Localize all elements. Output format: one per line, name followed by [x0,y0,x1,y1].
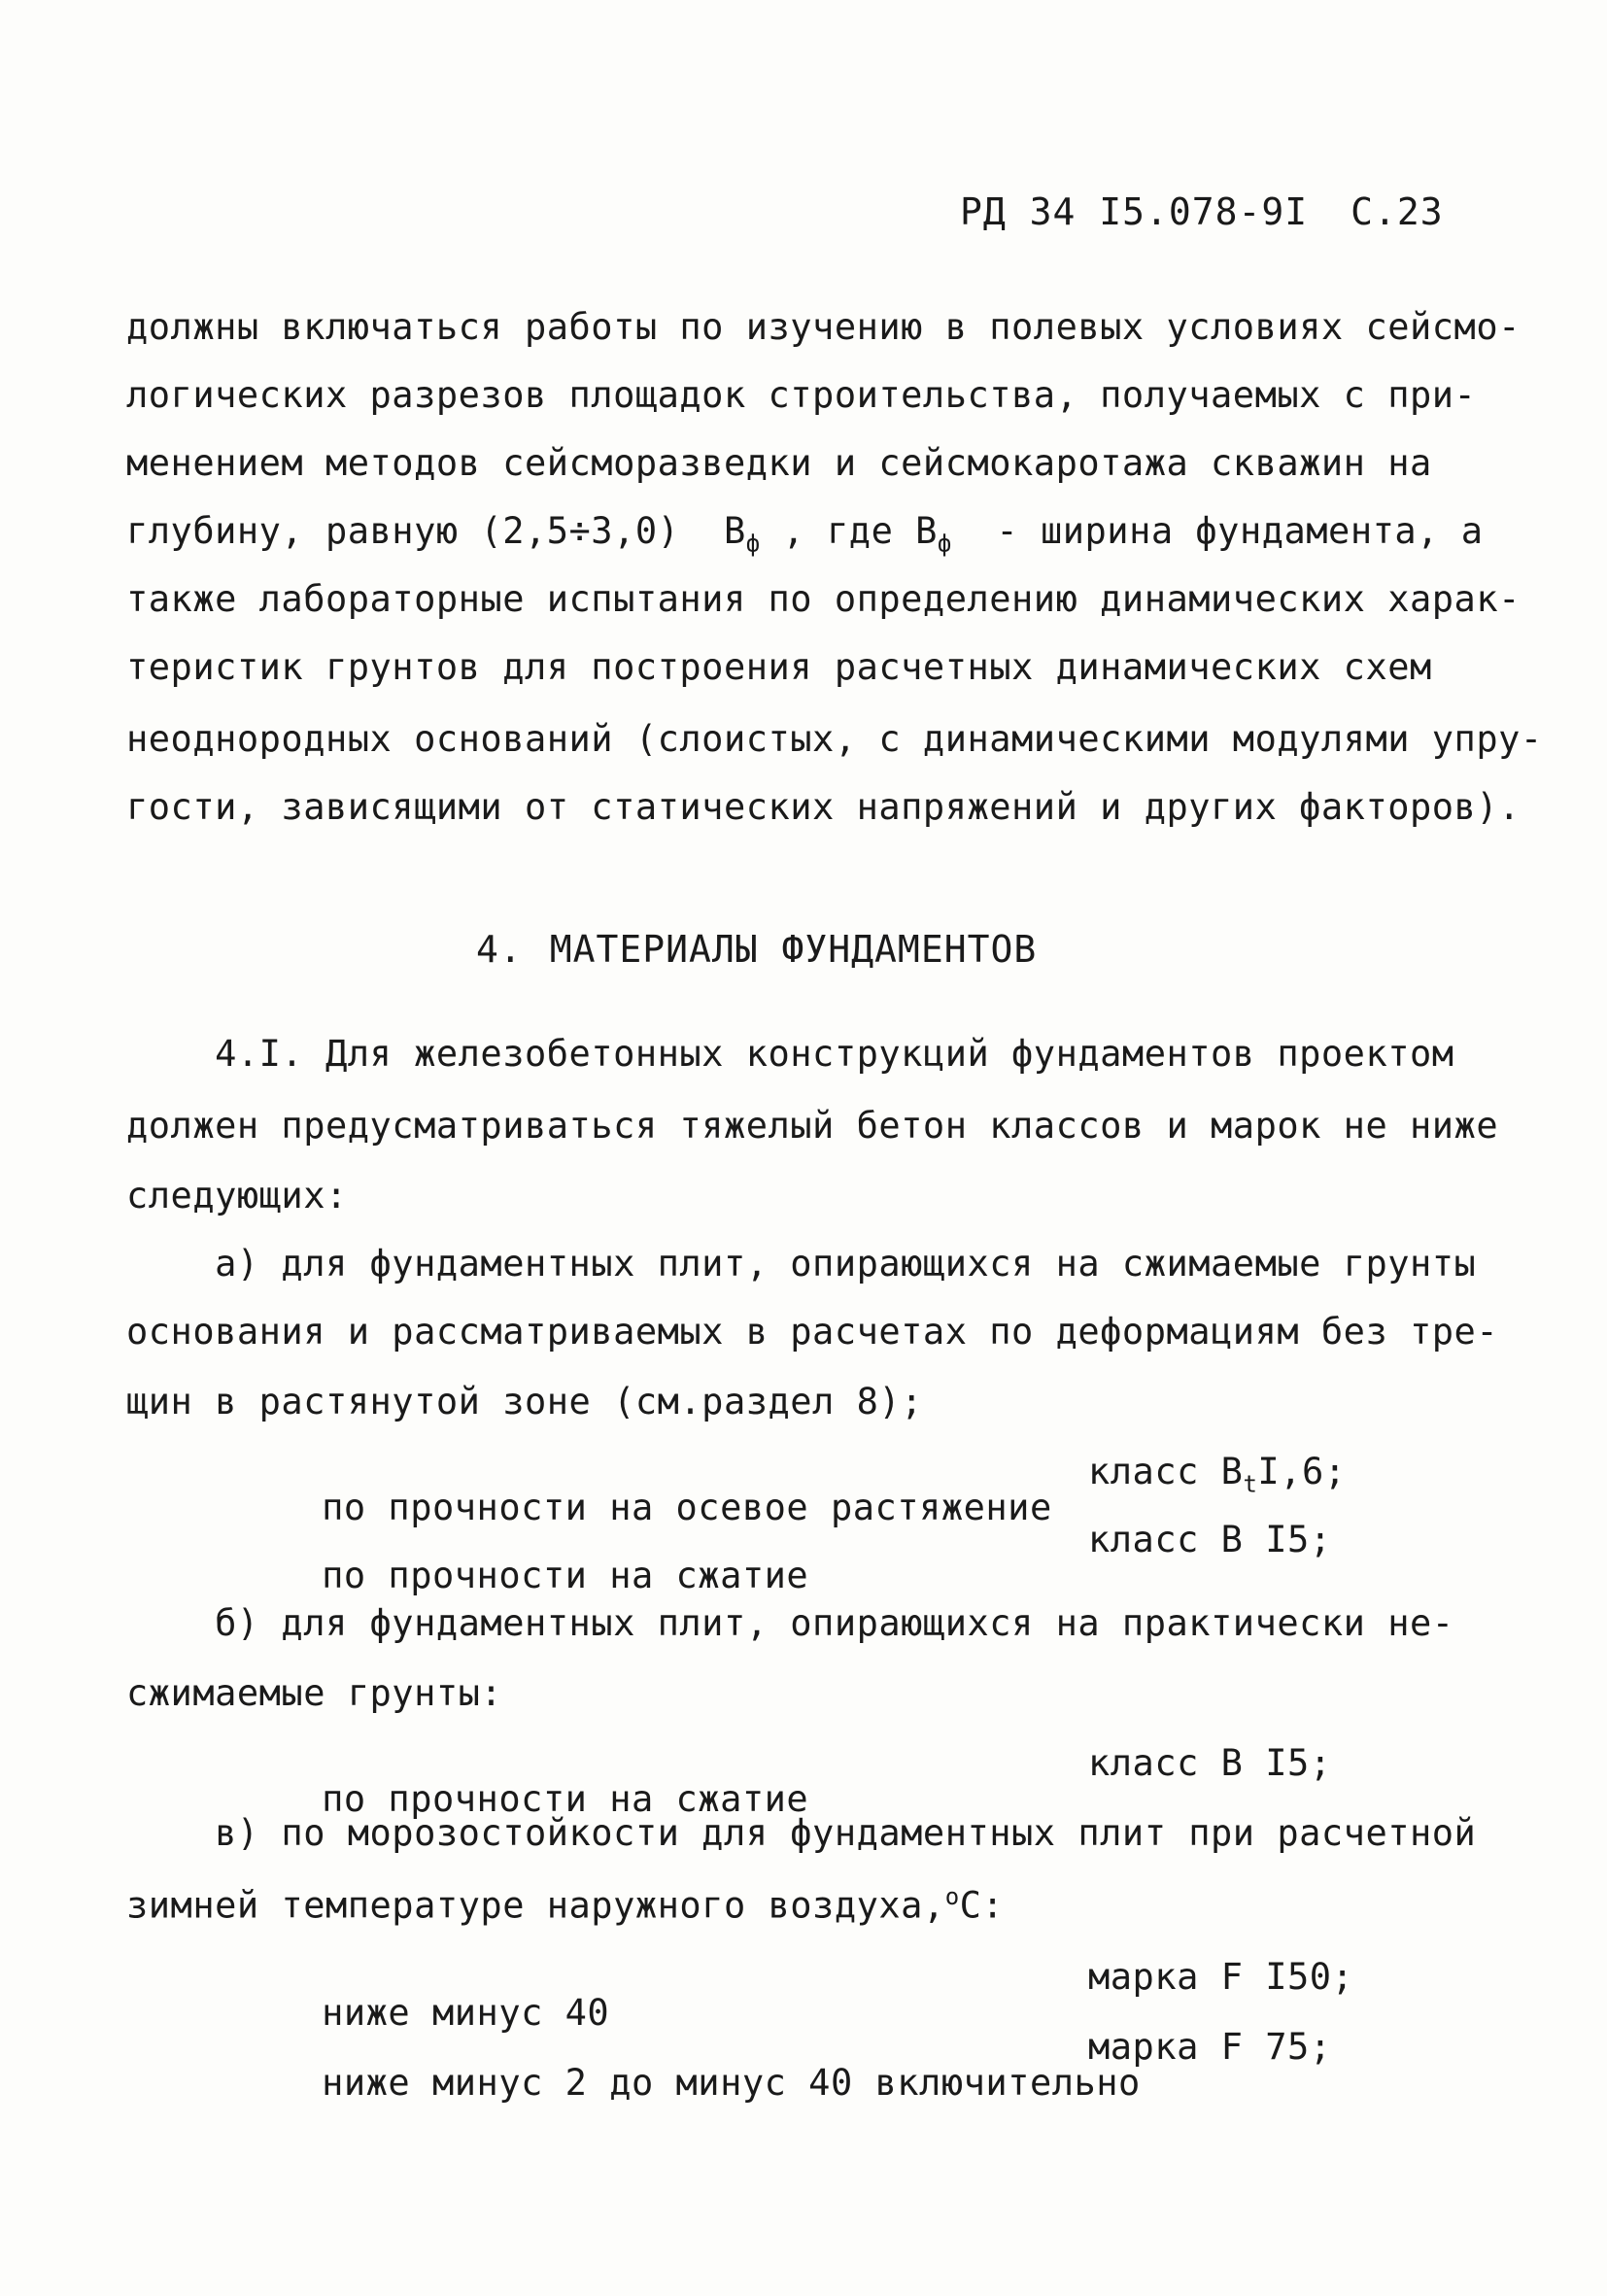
document-header [960,190,1444,233]
text-line: логических разрезов площадок строительства, получаемых с при- [126,374,1477,416]
requirement-property: по прочности на осевое растяжение [322,1487,1052,1528]
text-line-with-superscript: зимней температуре наружного воздуха,$^о$С: [126,1883,1005,1927]
requirement-value: марка F I50; [1088,1956,1354,1998]
superscript: о [944,1883,960,1910]
text-line: должен предусматриваться тяжелый бетон классов и марок не ниже [126,1105,1499,1147]
requirement-property: по прочности на сжатие [322,1778,809,1820]
text-line: гости, зависящими от статических напряжений и других факторов). [126,786,1521,828]
text-line: должны включаться работы по изучению в полевых условиях сейсмо- [126,306,1521,348]
page-number: С.23 [1351,190,1444,233]
text-line: сжимаемые грунты: [126,1672,503,1714]
section-title: МАТЕРИАЛЫ ФУНДАМЕНТОВ [549,928,1038,971]
text-line-with-subscripts: глубину, равную (2,5÷3,0) $В_ф$ , где $В_ф$ - ширина фундамента, а [126,510,1484,558]
text-line: менением методов сейсморазведки и сейсмокаротажа скважин на [126,442,1432,484]
text-line: а) для фундаментных плит, опирающихся на сжимаемые грунты [126,1243,1477,1285]
subscript: t [1243,1470,1258,1498]
requirement-property: ниже минус 2 до минус 40 включительно [322,2062,1141,2104]
text-line: следующих: [126,1175,348,1217]
subscript: ф [745,530,761,558]
subscript: ф [937,530,952,558]
requirement-row [233,2026,1360,2173]
text-line: неоднородных оснований (слоистых, с динамическими модулями упру- [126,718,1543,760]
document-code: РД 34 I5.078-9I [960,190,1309,233]
section-heading [476,928,1037,971]
text-line: 4.I. Для железобетонных конструкций фундаментов проектом [126,1033,1454,1075]
text-line: б) для фундаментных плит, опирающихся на практически не- [126,1602,1454,1644]
requirement-property: по прочности на сжатие [322,1555,809,1596]
requirement-value: класс В I5; [1088,1742,1332,1784]
text-line: щин в растянутой зоне (см.раздел 8); [126,1381,923,1422]
text-line: основания и рассматриваемых в расчетах по деформациям без тре- [126,1311,1499,1353]
text-line: в) по морозостойкости для фундаментных плит при расчетной [126,1812,1477,1854]
text-line: теристик грунтов для построения расчетных динамических схем [126,646,1432,688]
text-line: также лабораторные испытания по определению динамических харак- [126,578,1521,620]
requirement-value: класс $В_tI,6$; [1088,1451,1347,1498]
requirement-value: класс В I5; [1088,1519,1332,1560]
requirement-property: ниже минус 40 [322,1992,610,2034]
requirement-value: марка F 75; [1088,2026,1332,2068]
section-number: 4. [476,928,523,971]
